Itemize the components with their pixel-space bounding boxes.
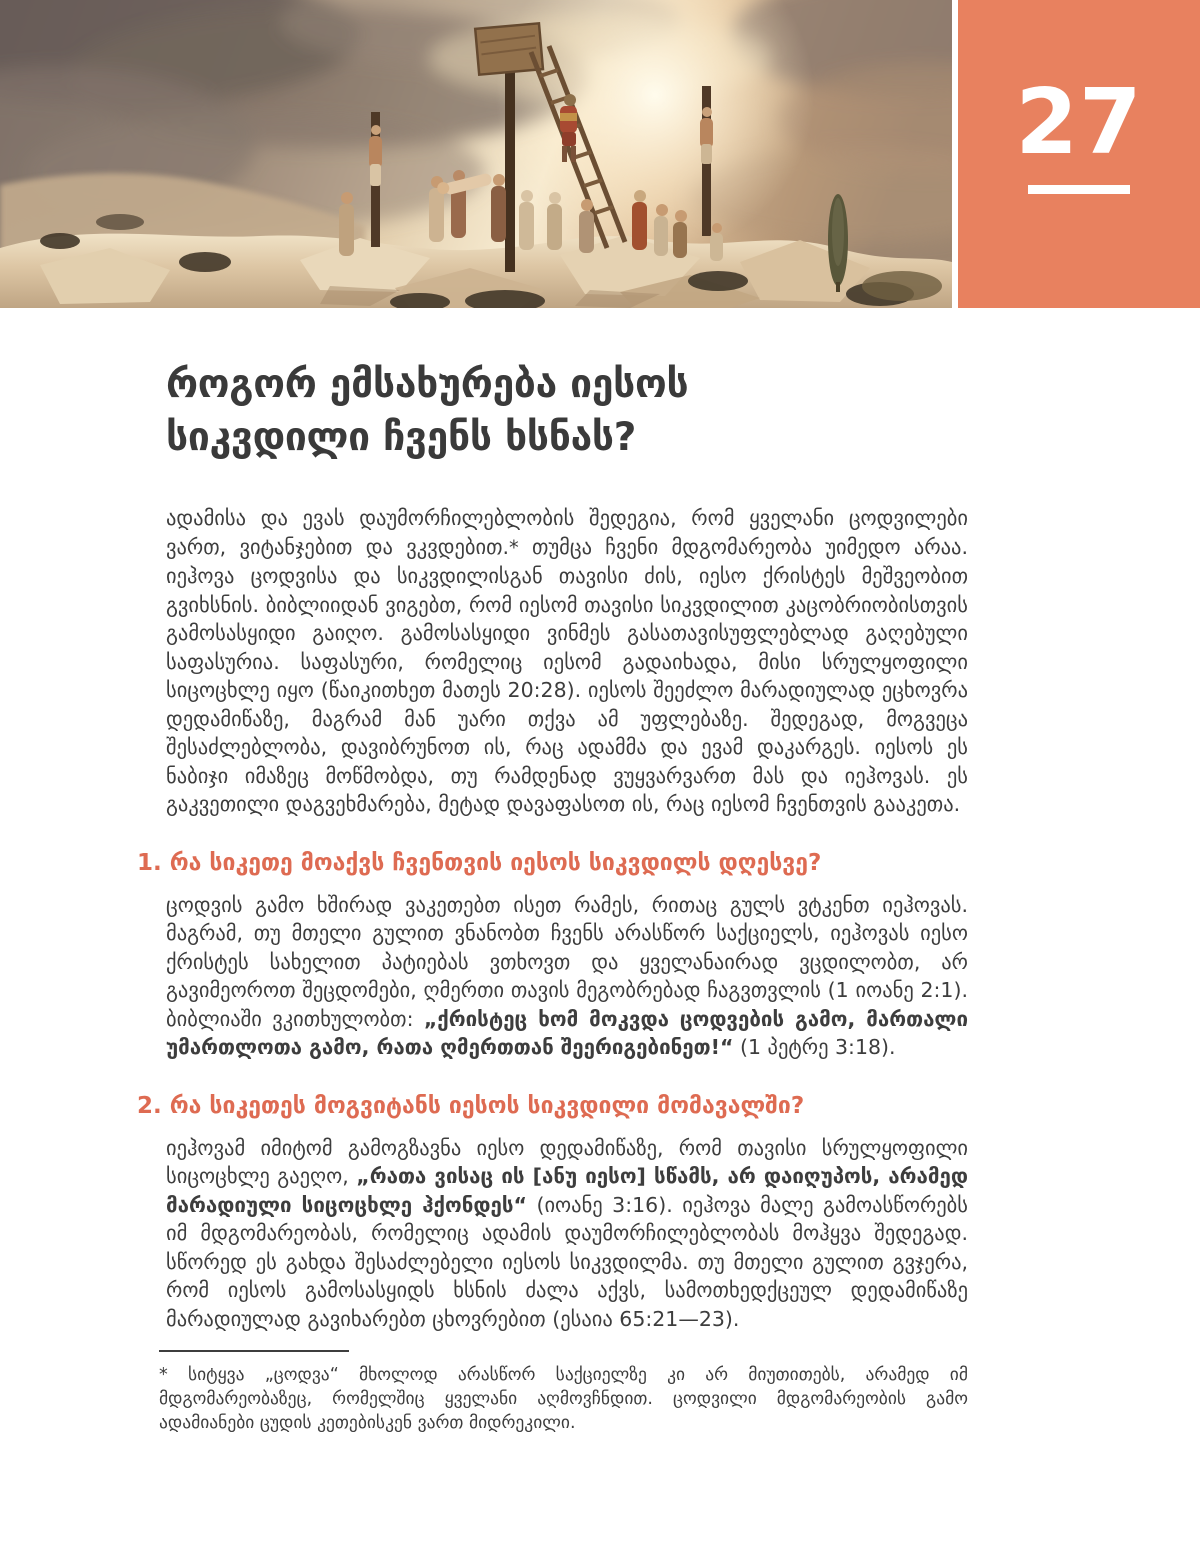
footnote-body: სიტყვა „ცოდვა“ მხოლოდ არასწორ საქციელზე კი არ მიუთითებს, არამედ იმ მდგომარეობაზეც, რომელშიც ყველანი აღმოვჩნდით. ცოდვილი მდგომარეობის გამო ადამიანები ცუდის კეთებისკენ ვართ მიდრეკილი. (159, 1365, 968, 1433)
footnote-text (159, 1363, 968, 1435)
section-number: 1. (137, 849, 170, 876)
text-run: (იოანე 3:16). იეჰოვა მალე გამოასწორებს იმ მდგომარეობას, რომელიც ადამის დაუმორჩილებლობას მოჰყვა შედეგად. სწორედ ეს გახდა შესაძლებელი იესოს სიკვდილმა. თუ მთელი გულით გვჯერა, რომ იესოს გამოსასყიდს ხსნის ძალა აქვს, სამოთხედქცეულ დედამიწაზე მარადიულად გავიხარებთ ცხოვრებით (ესაია 65:21—23). (166, 1192, 968, 1331)
text-run: იეჰოვამ იმიტომ გამოგზავნა იესო დედამიწაზე, რომ თავისი სრულყოფილი სიცოცხლე გაეღო, (166, 1135, 968, 1188)
lesson-body (137, 504, 968, 1333)
footnote-reference-marker: * (509, 535, 519, 559)
section-heading (137, 1091, 968, 1121)
text-run: ცოდვის გამო ხშირად ვაკეთებთ ისეთ რამეს, რითაც გულს ვტკენთ იეჰოვას. მაგრამ, თუ მთელი გულით ვნანობთ ჩვენს არასწორ საქციელს, იეჰოვას იესო ქრისტეს სახელით პატიებას ვთხოვთ და ყველანაირად ვცდილობთ, არ გავიმეოროთ შეცდომები, ღმერთი თავის მეგობრებად ჩაგვთვლის (1 იოანე 2:1). ბიბლიაში ვკითხულობთ: (166, 892, 968, 1031)
chapter-number: 27 (1015, 70, 1143, 175)
footnote-separator (159, 1350, 349, 1352)
page-title-line1: როგორ ემსახურება იესოს (166, 362, 689, 407)
chapter-underline-bar (1028, 185, 1130, 194)
page-title (166, 358, 968, 464)
lesson-content (137, 308, 968, 1435)
crucifixion-scene-graphic (0, 0, 952, 308)
paragraph (166, 504, 968, 819)
chapter-badge (958, 0, 1200, 308)
hero-image (0, 0, 952, 308)
footnote-marker: * (159, 1365, 168, 1385)
paragraph (166, 1134, 968, 1334)
text-run: თუმცა ჩვენი მდგომარეობა უიმედო არაა. იეჰოვა ცოდვისა და სიკვდილისგან თავისი ძის, იესო ქრისტეს მეშვეობით გვიხსნის. ბიბლიიდან ვიგებთ, რომ იესომ თავისი სიკვდილით კაცობრიობისთვის გამოსასყიდი გაიღო. გამოსასყიდი ვინმეს გასათავისუფლებლად გაღებული საფასურია. საფასური, რომელიც იესომ გადაიხადა, მისი სრულყოფილი სიცოცხლე იყო (წაიკითხეთ მათეს 20:28). იესოს შეეძლო მარადიულად ეცხოვრა დედამიწაზე, მაგრამ მან უარი თქვა ამ უფლებაზე. შედეგად, მოგვეცა შესაძლებლობა, დავიბრუნოთ ის, რაც ადამმა და ევამ დაკარგეს. იესოს ეს ნაბიჯი იმაზეც მოწმობდა, თუ რამდენად ვუყვარვართ მას და იეჰოვას. ეს გაკვეთილი დაგვეხმარება, მეტად დავაფასოთ ის, რაც იესომ ჩვენთვის გააკეთა. (166, 534, 968, 816)
section-heading (137, 848, 968, 878)
text-run: (1 პეტრე 3:18). (733, 1035, 896, 1059)
text-run: ადამისა და ევას დაუმორჩილებლობის შედეგია, რომ ყველანი ცოდვილები ვართ, ვიტანჯებით და ვკვდებით. (166, 506, 968, 559)
paragraph (166, 891, 968, 1062)
page-title-line2: სიკვდილი ჩვენს ხსნას? (166, 415, 637, 460)
section-heading-text: რა სიკეთე მოაქვს ჩვენთვის იესოს სიკვდილს დღესვე? (169, 849, 822, 876)
scripture-quote: „ქრისტეც ხომ მოკვდა ცოდვების გამო, მართალი უმართლოთა გამო, რათა ღმერთთან შეერიგებინეთ!“ (166, 1006, 968, 1059)
section-heading-text: რა სიკეთეს მოგვიტანს იესოს სიკვდილი მომავალში? (169, 1092, 805, 1119)
section-number: 2. (137, 1092, 170, 1119)
scripture-quote: „რათა ვისაც ის [ანუ იესო] სწამს, არ დაიღუპოს, არამედ მარადიული სიცოცხლე ჰქონდეს“ (166, 1164, 968, 1217)
footnote-area (159, 1350, 968, 1435)
